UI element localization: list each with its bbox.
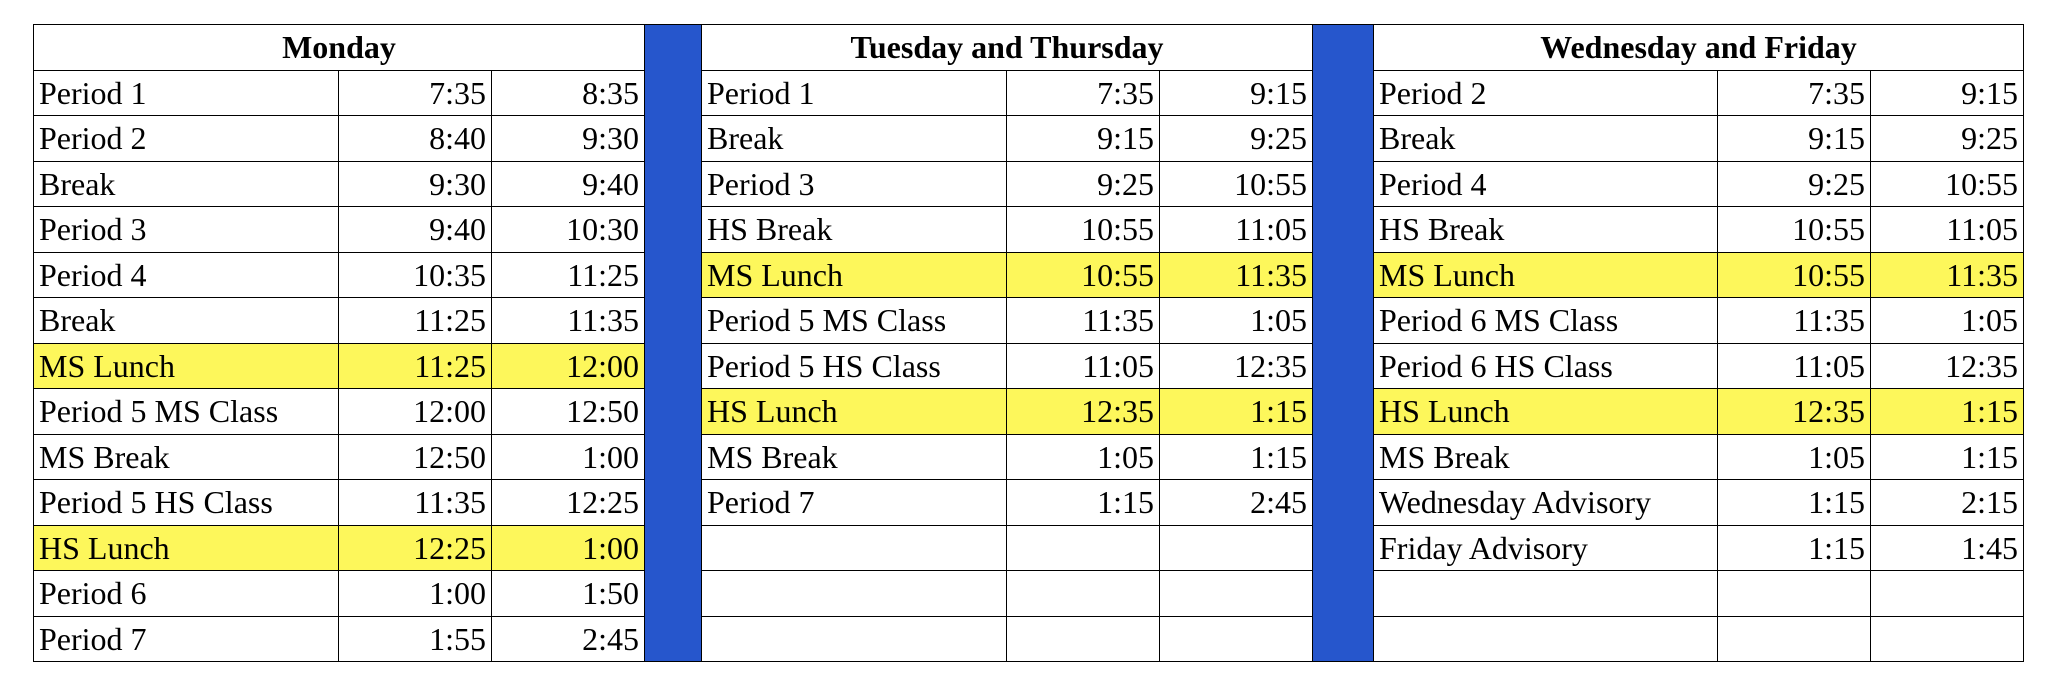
period-label: HS Break: [702, 207, 1007, 253]
schedule-row: [34, 525, 2024, 571]
end-time: 1:15: [1871, 434, 2024, 480]
end-time: 11:05: [1160, 207, 1313, 253]
period-label: MS Lunch: [34, 343, 339, 389]
period-label: Period 5 MS Class: [34, 389, 339, 435]
period-label: MS Break: [1374, 434, 1718, 480]
end-time: 8:35: [492, 70, 645, 116]
start-time: [1007, 571, 1160, 617]
end-time: 1:15: [1160, 389, 1313, 435]
start-time: 10:55: [1718, 207, 1871, 253]
end-time: 11:05: [1871, 207, 2024, 253]
start-time: 9:15: [1718, 116, 1871, 162]
period-label: MS Lunch: [1374, 252, 1718, 298]
schedule-row: [34, 389, 2024, 435]
period-label: [702, 571, 1007, 617]
schedule-title-monday: Monday: [34, 25, 645, 71]
end-time: 1:05: [1871, 298, 2024, 344]
period-label: Period 1: [34, 70, 339, 116]
schedule-row: [34, 70, 2024, 116]
start-time: 10:35: [339, 252, 492, 298]
start-time: [1718, 571, 1871, 617]
period-label: MS Break: [34, 434, 339, 480]
end-time: 10:55: [1871, 161, 2024, 207]
schedule-row: [34, 207, 2024, 253]
start-time: 7:35: [339, 70, 492, 116]
period-label: Friday Advisory: [1374, 525, 1718, 571]
end-time: 11:35: [1160, 252, 1313, 298]
start-time: 1:15: [1718, 525, 1871, 571]
schedule-row: [34, 480, 2024, 526]
period-label: Period 1: [702, 70, 1007, 116]
schedule-row: [34, 116, 2024, 162]
end-time: 2:45: [492, 616, 645, 662]
start-time: 11:05: [1007, 343, 1160, 389]
end-time: 9:30: [492, 116, 645, 162]
end-time: 9:15: [1160, 70, 1313, 116]
start-time: 11:25: [339, 343, 492, 389]
start-time: 9:25: [1007, 161, 1160, 207]
period-label: HS Lunch: [34, 525, 339, 571]
period-label: [702, 616, 1007, 662]
end-time: 1:45: [1871, 525, 2024, 571]
schedule-row: [34, 571, 2024, 617]
period-label: Break: [34, 161, 339, 207]
schedule-row: [34, 616, 2024, 662]
start-time: [1007, 525, 1160, 571]
period-label: Wednesday Advisory: [1374, 480, 1718, 526]
period-label: Period 7: [34, 616, 339, 662]
period-label: MS Lunch: [702, 252, 1007, 298]
period-label: Period 2: [1374, 70, 1718, 116]
end-time: [1871, 616, 2024, 662]
start-time: 1:15: [1007, 480, 1160, 526]
column-separator: [1313, 25, 1374, 662]
start-time: 12:35: [1718, 389, 1871, 435]
period-label: Period 5 MS Class: [702, 298, 1007, 344]
end-time: [1160, 525, 1313, 571]
period-label: [1374, 616, 1718, 662]
period-label: Period 4: [34, 252, 339, 298]
schedule-title-wednesday-and-friday: Wednesday and Friday: [1374, 25, 2024, 71]
end-time: [1871, 571, 2024, 617]
end-time: 10:30: [492, 207, 645, 253]
start-time: 11:35: [1007, 298, 1160, 344]
period-label: [702, 525, 1007, 571]
schedule-row: [34, 252, 2024, 298]
start-time: 9:40: [339, 207, 492, 253]
end-time: 12:25: [492, 480, 645, 526]
start-time: 12:35: [1007, 389, 1160, 435]
period-label: Break: [702, 116, 1007, 162]
end-time: 9:40: [492, 161, 645, 207]
start-time: 7:35: [1007, 70, 1160, 116]
period-label: Break: [34, 298, 339, 344]
end-time: 1:00: [492, 525, 645, 571]
header-row: [34, 25, 2024, 71]
end-time: 9:15: [1871, 70, 2024, 116]
period-label: Period 6 MS Class: [1374, 298, 1718, 344]
end-time: 2:45: [1160, 480, 1313, 526]
period-label: HS Break: [1374, 207, 1718, 253]
column-separator: [645, 25, 702, 662]
end-time: [1160, 571, 1313, 617]
end-time: 9:25: [1160, 116, 1313, 162]
start-time: 1:55: [339, 616, 492, 662]
period-label: Period 5 HS Class: [702, 343, 1007, 389]
start-time: 10:55: [1718, 252, 1871, 298]
start-time: 1:00: [339, 571, 492, 617]
period-label: Period 2: [34, 116, 339, 162]
start-time: 11:05: [1718, 343, 1871, 389]
end-time: 1:00: [492, 434, 645, 480]
start-time: 10:55: [1007, 252, 1160, 298]
schedule-row: [34, 298, 2024, 344]
period-label: Period 3: [34, 207, 339, 253]
end-time: 1:15: [1871, 389, 2024, 435]
schedule-sheet: [33, 24, 2024, 662]
schedule-title-tuesday-and-thursday: Tuesday and Thursday: [702, 25, 1313, 71]
end-time: 10:55: [1160, 161, 1313, 207]
start-time: 11:35: [339, 480, 492, 526]
start-time: 11:25: [339, 298, 492, 344]
end-time: 12:35: [1160, 343, 1313, 389]
period-label: Period 3: [702, 161, 1007, 207]
start-time: 7:35: [1718, 70, 1871, 116]
start-time: 9:25: [1718, 161, 1871, 207]
schedule-body: [34, 25, 2024, 662]
start-time: 11:35: [1718, 298, 1871, 344]
end-time: 11:35: [1871, 252, 2024, 298]
period-label: HS Lunch: [702, 389, 1007, 435]
end-time: 1:50: [492, 571, 645, 617]
end-time: 12:50: [492, 389, 645, 435]
end-time: 11:35: [492, 298, 645, 344]
period-label: Break: [1374, 116, 1718, 162]
period-label: MS Break: [702, 434, 1007, 480]
end-time: 9:25: [1871, 116, 2024, 162]
end-time: 11:25: [492, 252, 645, 298]
start-time: 12:50: [339, 434, 492, 480]
start-time: 9:30: [339, 161, 492, 207]
period-label: [1374, 571, 1718, 617]
start-time: [1718, 616, 1871, 662]
end-time: 1:05: [1160, 298, 1313, 344]
start-time: 1:15: [1718, 480, 1871, 526]
end-time: 2:15: [1871, 480, 2024, 526]
start-time: [1007, 616, 1160, 662]
bell-schedule-table: [33, 24, 2024, 662]
start-time: 9:15: [1007, 116, 1160, 162]
end-time: [1160, 616, 1313, 662]
period-label: Period 4: [1374, 161, 1718, 207]
start-time: 12:25: [339, 525, 492, 571]
start-time: 12:00: [339, 389, 492, 435]
period-label: Period 6: [34, 571, 339, 617]
end-time: 12:35: [1871, 343, 2024, 389]
period-label: Period 6 HS Class: [1374, 343, 1718, 389]
start-time: 8:40: [339, 116, 492, 162]
start-time: 1:05: [1007, 434, 1160, 480]
schedule-row: [34, 343, 2024, 389]
start-time: 10:55: [1007, 207, 1160, 253]
end-time: 12:00: [492, 343, 645, 389]
end-time: 1:15: [1160, 434, 1313, 480]
start-time: 1:05: [1718, 434, 1871, 480]
period-label: Period 5 HS Class: [34, 480, 339, 526]
period-label: HS Lunch: [1374, 389, 1718, 435]
schedule-row: [34, 161, 2024, 207]
period-label: Period 7: [702, 480, 1007, 526]
schedule-row: [34, 434, 2024, 480]
